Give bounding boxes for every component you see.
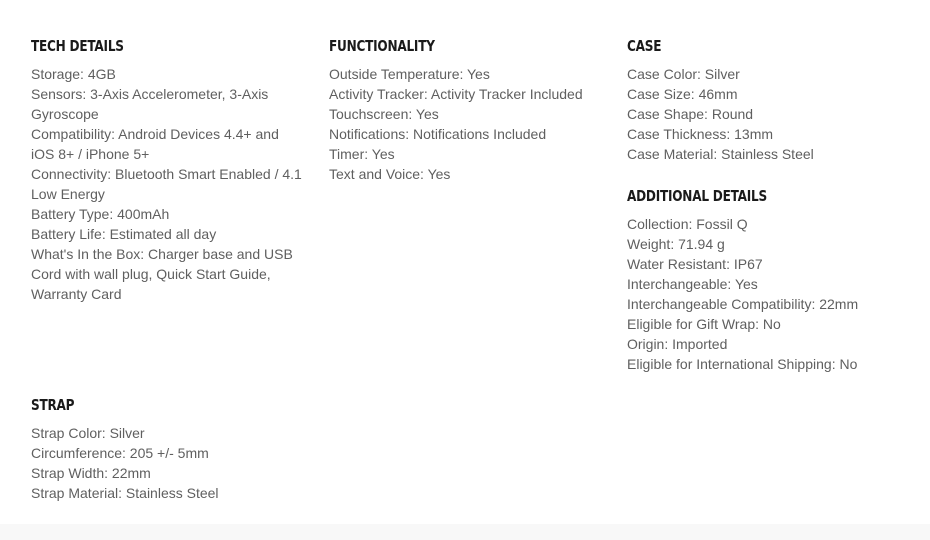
spec-weight: Weight: 71.94 g bbox=[627, 236, 725, 252]
functionality-heading: FUNCTIONALITY bbox=[329, 37, 435, 55]
spec-activity-tracker: Activity Tracker: Activity Tracker Included bbox=[329, 86, 583, 102]
footer-band bbox=[0, 524, 930, 540]
additional-details-list bbox=[627, 214, 917, 374]
spec-outside-temperature: Outside Temperature: Yes bbox=[329, 66, 490, 82]
strap-heading: STRAP bbox=[31, 396, 75, 414]
spec-storage: Storage: 4GB bbox=[31, 66, 116, 82]
strap-list bbox=[31, 423, 311, 503]
tech-details-section bbox=[31, 37, 306, 304]
tech-details-heading: TECH DETAILS bbox=[31, 37, 124, 55]
spec-strap-material: Strap Material: Stainless Steel bbox=[31, 485, 219, 501]
additional-details-section bbox=[627, 187, 917, 374]
spec-strap-width: Strap Width: 22mm bbox=[31, 465, 151, 481]
spec-gift-wrap: Eligible for Gift Wrap: No bbox=[627, 316, 781, 332]
spec-compatibility: Compatibility: Android Devices 4.4+ and iOS 8+ / iPhone 5+ bbox=[31, 126, 279, 162]
spec-in-the-box: What's In the Box: Charger base and USB Cord with wall plug, Quick Start Guide, Warranty Card bbox=[31, 246, 293, 302]
spec-case-color: Case Color: Silver bbox=[627, 66, 740, 82]
spec-case-material: Case Material: Stainless Steel bbox=[627, 146, 814, 162]
spec-international-shipping: Eligible for International Shipping: No bbox=[627, 356, 858, 372]
spec-timer: Timer: Yes bbox=[329, 146, 395, 162]
functionality-section bbox=[329, 37, 599, 184]
spec-interchangeable-compatibility: Interchangeable Compatibility: 22mm bbox=[627, 296, 859, 312]
spec-case-size: Case Size: 46mm bbox=[627, 86, 738, 102]
spec-collection: Collection: Fossil Q bbox=[627, 216, 748, 232]
functionality-list bbox=[329, 64, 599, 184]
spec-strap-color: Strap Color: Silver bbox=[31, 425, 145, 441]
tech-details-list bbox=[31, 64, 306, 304]
spec-case-shape: Case Shape: Round bbox=[627, 106, 754, 122]
case-heading: CASE bbox=[627, 37, 662, 55]
spec-case-thickness: Case Thickness: 13mm bbox=[627, 126, 774, 142]
spec-battery-life: Battery Life: Estimated all day bbox=[31, 226, 217, 242]
case-list bbox=[627, 64, 907, 164]
spec-sensors: Sensors: 3-Axis Accelerometer, 3-Axis Gyroscope bbox=[31, 86, 269, 122]
strap-section bbox=[31, 396, 311, 503]
spec-origin: Origin: Imported bbox=[627, 336, 728, 352]
case-section bbox=[627, 37, 907, 164]
spec-battery-type: Battery Type: 400mAh bbox=[31, 206, 170, 222]
spec-touchscreen: Touchscreen: Yes bbox=[329, 106, 439, 122]
spec-water-resistant: Water Resistant: IP67 bbox=[627, 256, 763, 272]
spec-notifications: Notifications: Notifications Included bbox=[329, 126, 547, 142]
additional-details-heading: ADDITIONAL DETAILS bbox=[627, 187, 767, 205]
spec-text-and-voice: Text and Voice: Yes bbox=[329, 166, 451, 182]
spec-interchangeable: Interchangeable: Yes bbox=[627, 276, 758, 292]
spec-connectivity: Connectivity: Bluetooth Smart Enabled / 4.1 Low Energy bbox=[31, 166, 302, 202]
spec-circumference: Circumference: 205 +/- 5mm bbox=[31, 445, 209, 461]
